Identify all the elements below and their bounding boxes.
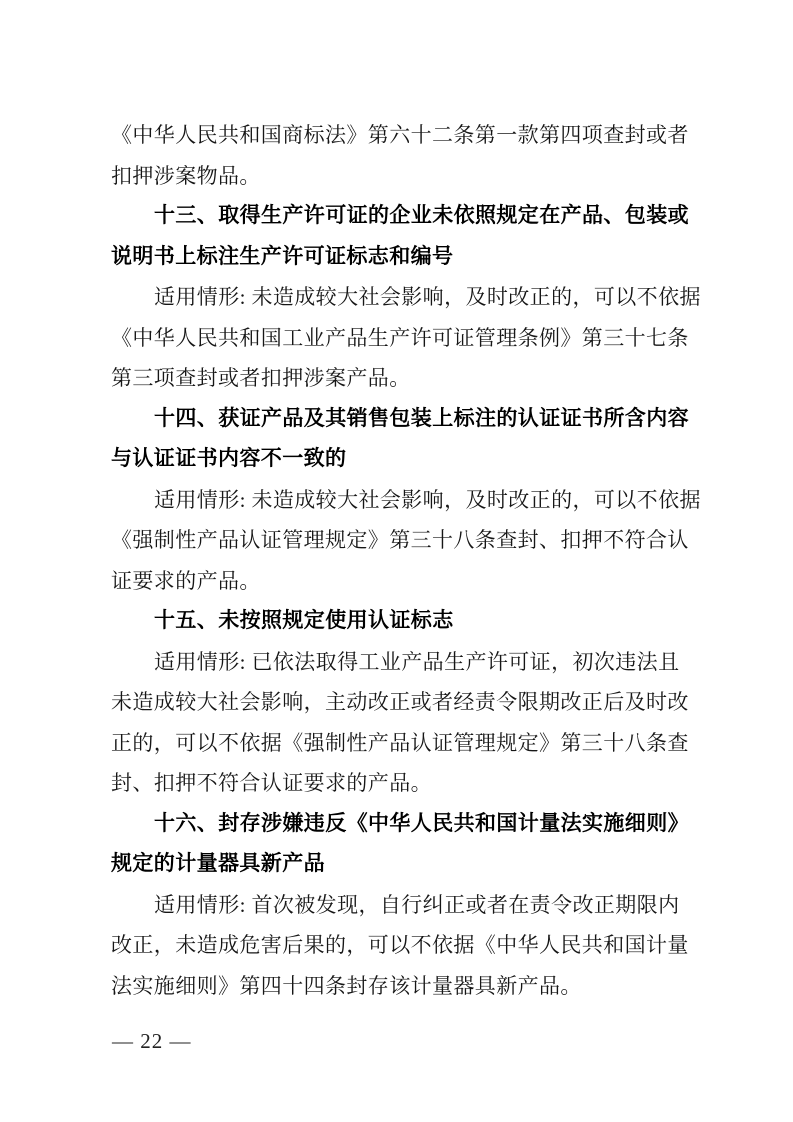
paragraph-line: 《中华人民共和国商标法》第六十二条第一款第四项查封或者 [111, 123, 689, 147]
section-heading-14: 十四、获证产品及其销售包装上标注的认证证书所含内容 [154, 406, 689, 430]
paragraph-line: 证要求的产品。 [111, 568, 261, 593]
page-number: — 22 — [112, 1029, 192, 1053]
document-body [111, 115, 701, 1006]
section-heading-13: 十三、取得生产许可证的企业未依照规定在产品、包装或 [154, 204, 689, 227]
paragraph-line: 适用情形: 未造成较大社会影响，及时改正的，可以不依据 [154, 487, 701, 512]
paragraph-line: 扣押涉案物品。 [111, 163, 261, 188]
paragraph-line: 《中华人民共和国工业产品生产许可证管理条例》第三十七条 [111, 325, 689, 350]
paragraph-line: 适用情形: 首次被发现，自行纠正或者在责令改正期限内 [154, 892, 680, 917]
paragraph-line: 《强制性产品认证管理规定》第三十八条查封、扣押不符合认 [111, 528, 689, 552]
paragraph-line: 未造成较大社会影响，主动改正或者经责令限期改正后及时改 [111, 690, 689, 714]
section-heading-16b: 规定的计量器具新产品 [111, 852, 325, 875]
paragraph-line: 适用情形: 未造成较大社会影响，及时改正的，可以不依据 [154, 285, 701, 309]
section-heading-14b: 与认证证书内容不一致的 [111, 447, 347, 470]
paragraph-line: 改正，未造成危害后果的，可以不依据《中华人民共和国计量 [111, 933, 689, 957]
paragraph-line: 封、扣押不符合认证要求的产品。 [111, 771, 432, 795]
section-heading-15: 十五、未按照规定使用认证标志 [154, 609, 454, 632]
paragraph-line: 适用情形: 已依法取得工业产品生产许可证，初次违法且 [154, 649, 680, 674]
section-heading-16: 十六、封存涉嫌违反《中华人民共和国计量法实施细则》 [154, 811, 689, 835]
paragraph-line: 正的，可以不依据《强制性产品认证管理规定》第三十八条查 [111, 730, 689, 755]
paragraph-line: 第三项查封或者扣押涉案产品。 [111, 366, 411, 390]
paragraph-line: 法实施细则》第四十四条封存该计量器具新产品。 [111, 973, 582, 998]
section-heading-13b: 说明书上标注生产许可证标志和编号 [111, 244, 454, 268]
